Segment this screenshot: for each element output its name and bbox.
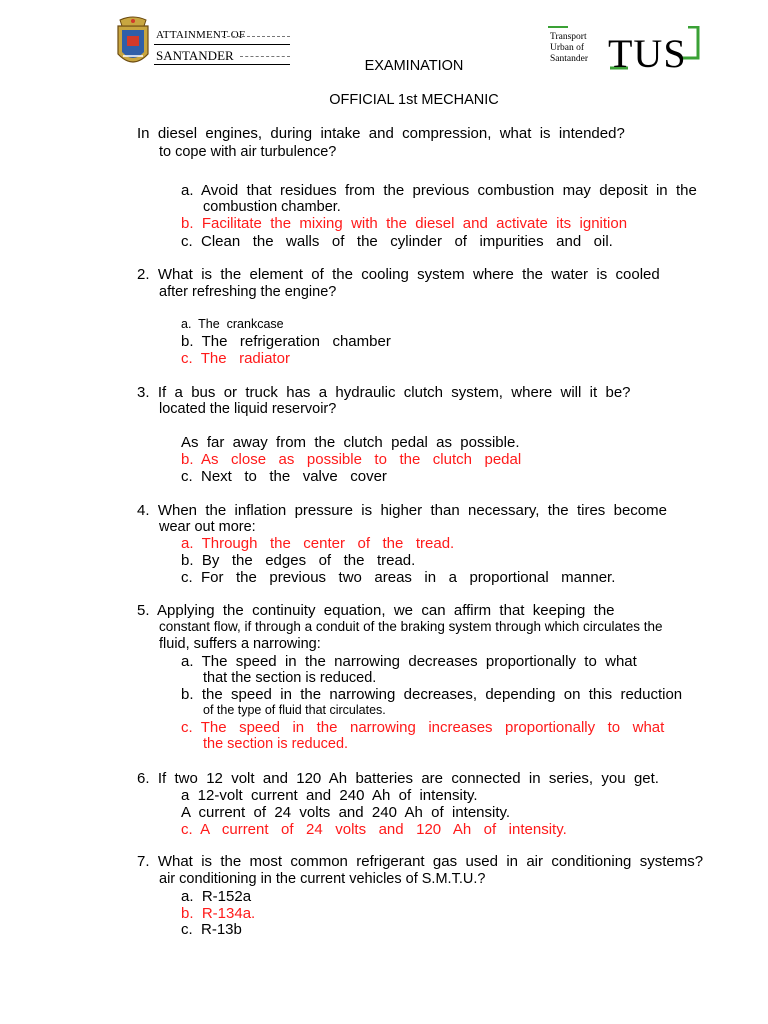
question-1-line-2: to cope with air turbulence? <box>159 144 337 160</box>
answer-2a: a. The crankcase <box>181 317 284 331</box>
question-2-line-2: after refreshing the engine? <box>159 284 337 300</box>
answer-6c-correct: c. A current of 24 volts and 120 Ah of intensity. <box>181 821 567 838</box>
answer-5c-correct-line-2: the section is reduced. <box>203 736 349 752</box>
question-5-line-3: fluid, suffers a narrowing: <box>159 636 321 652</box>
answer-3c: c. Next to the valve cover <box>181 468 387 485</box>
divider <box>154 44 290 45</box>
question-7-line-1: 7. What is the most common refrigerant gas used in air conditioning systems? <box>137 853 704 870</box>
answer-2b: b. The refrigeration chamber <box>181 333 391 350</box>
answer-5b-line-1: b. the speed in the narrowing decreases, depending on this reduction <box>181 686 683 703</box>
question-3-line-2: located the liquid reservoir? <box>159 401 337 417</box>
tus-subtitle-line: Transport <box>550 32 587 42</box>
question-6-line-1: 6. If two 12 volt and 120 Ah batteries are connected in series, you get. <box>137 770 659 787</box>
tus-subtitle-line: Urban of <box>550 43 585 53</box>
answer-7b-correct: b. R-134a. <box>181 905 256 922</box>
answer-1b-correct: b. Facilitate the mixing with the diesel and activate its ignition <box>181 215 628 232</box>
answer-5c-correct-line-1: c. The speed in the narrowing increases proportionally to what <box>181 719 665 736</box>
question-5-line-2: constant flow, if through a conduit of the braking system through which circulates the <box>159 619 663 634</box>
answer-4c: c. For the previous two areas in a proportional manner. <box>181 569 616 586</box>
answer-3a: As far away from the clutch pedal as possible. <box>181 434 520 451</box>
tus-logo: TUS <box>608 31 687 76</box>
answer-3b-correct: b. As close as possible to the clutch pedal <box>181 451 522 468</box>
answer-5a-line-2: that the section is reduced. <box>203 670 377 686</box>
answer-7a: a. R-152a <box>181 888 252 905</box>
answer-6a: a 12-volt current and 240 Ah of intensity. <box>181 787 478 804</box>
answer-7c: c. R-13b <box>181 921 242 938</box>
question-4-line-2: wear out more: <box>159 519 256 535</box>
question-3-line-1: 3. If a bus or truck has a hydraulic clutch system, where will it be? <box>137 384 631 401</box>
question-7-line-2: air conditioning in the current vehicles of S.M.T.U.? <box>159 871 486 887</box>
page-title: EXAMINATION <box>364 58 464 74</box>
answer-1a-line-2: combustion chamber. <box>203 199 341 215</box>
answer-4b: b. By the edges of the tread. <box>181 552 416 569</box>
city-line-2: SANTANDER <box>156 48 234 63</box>
answer-5a-line-1: a. The speed in the narrowing decreases proportionally to what <box>181 653 637 670</box>
answer-5b-line-2: of the type of fluid that circulates. <box>203 703 386 717</box>
question-1-line-1: In diesel engines, during intake and compression, what is intended? <box>137 125 625 142</box>
answer-1a-line-1: a. Avoid that residues from the previous combustion may deposit in the <box>181 182 697 199</box>
answer-1c: c. Clean the walls of the cylinder of impurities and oil. <box>181 233 613 250</box>
city-line-1: ATTAINMENT OF <box>156 29 246 41</box>
divider <box>222 36 290 38</box>
answer-6b: A current of 24 volts and 240 Ah of intensity. <box>181 804 511 821</box>
answer-4a-correct: a. Through the center of the tread. <box>181 535 455 552</box>
question-4-line-1: 4. When the inflation pressure is higher than necessary, the tires become <box>137 502 667 519</box>
question-5-line-1: 5. Applying the continuity equation, we can affirm that keeping the <box>137 602 615 619</box>
page-subtitle: OFFICIAL 1st MECHANIC <box>329 92 499 108</box>
tus-subtitle-line: Santander <box>550 54 588 64</box>
question-2-line-1: 2. What is the element of the cooling system where the water is cooled <box>137 266 660 283</box>
answer-2c-correct: c. The radiator <box>181 350 290 367</box>
